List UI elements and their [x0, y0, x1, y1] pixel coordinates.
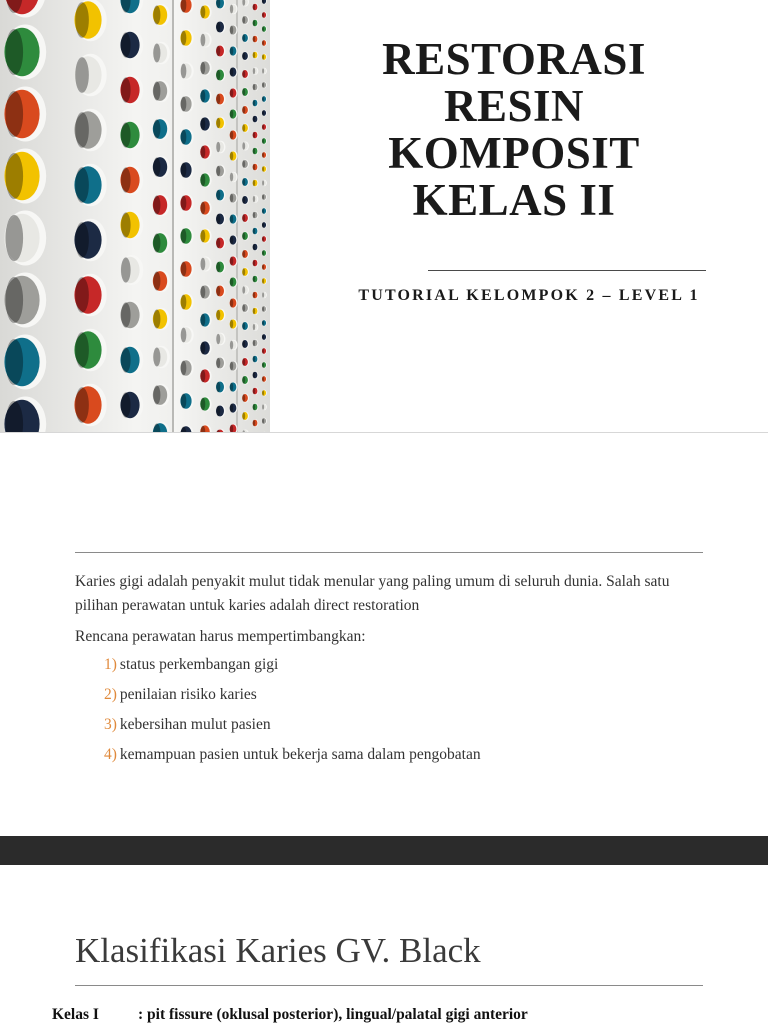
wall-hole-shadow: [181, 163, 187, 178]
content-divider: [75, 552, 703, 553]
wall-hole-shadow: [242, 178, 245, 186]
wall-hole-shadow: [242, 250, 245, 258]
wall-hole-shadow: [253, 132, 255, 138]
wall-hole-shadow: [121, 302, 131, 327]
wall-hole-shadow: [230, 5, 233, 14]
wall-hole-shadow: [121, 122, 131, 147]
wall-hole-shadow: [201, 34, 206, 47]
wall-hole-shadow: [230, 152, 233, 161]
wall-hole-shadow: [253, 148, 255, 154]
wall-hole-shadow: [230, 110, 233, 119]
kelas-label: Kelas I: [52, 1004, 138, 1026]
slide-gap-band: [0, 836, 768, 865]
wall-hole-shadow: [216, 166, 220, 177]
wall-hole-shadow: [230, 320, 233, 329]
wall-hole-shadow: [262, 40, 264, 45]
wall-hole-shadow: [75, 2, 89, 38]
wall-hole-shadow: [242, 322, 245, 330]
list-item: [104, 713, 481, 743]
wall-hole-shadow: [253, 180, 255, 186]
wall-hole-shadow: [230, 362, 233, 371]
title-line: KELAS II: [300, 177, 728, 224]
wall-hole-shadow: [230, 236, 233, 245]
wall-hole-shadow: [230, 47, 233, 56]
wall-hole-shadow: [181, 196, 187, 211]
perforated-wall-photo: [0, 0, 270, 432]
consideration-list: [104, 653, 481, 773]
wall-hole-shadow: [153, 196, 160, 215]
list-number: 2): [104, 686, 117, 703]
classification-divider: [75, 985, 703, 986]
wall-hole-shadow: [201, 398, 206, 411]
wall-hole-shadow: [230, 383, 233, 392]
wall-hole-shadow: [201, 90, 206, 103]
wall-hole-shadow: [121, 167, 131, 192]
wall-hole-shadow: [230, 89, 233, 98]
wall-hole-shadow: [262, 96, 264, 101]
wall-hole-shadow: [253, 308, 255, 314]
wall-hole-shadow: [6, 277, 24, 323]
wall-hole-shadow: [201, 342, 206, 355]
wall-hole-shadow: [242, 304, 245, 312]
wall-hole-shadow: [253, 116, 255, 122]
wall-hole-shadow: [216, 334, 220, 345]
wall-hole-shadow: [253, 404, 255, 410]
wall-hole-shadow: [181, 262, 187, 277]
wall-hole-shadow: [230, 68, 233, 77]
wall-hole-shadow: [181, 394, 187, 409]
wall-hole-shadow: [201, 6, 206, 19]
title-divider: [428, 270, 706, 271]
wall-hole-shadow: [75, 57, 89, 93]
wall-hole-shadow: [216, 262, 220, 273]
wall-hole-shadow: [242, 196, 245, 204]
wall-hole-shadow: [153, 310, 160, 329]
kelas-description: : pit fissure (oklusal posterior), lingual/palatal gigi anterior: [138, 1004, 528, 1026]
wall-hole-shadow: [262, 250, 264, 255]
perforated-wall-image: [0, 0, 270, 432]
wall-hole-shadow: [242, 160, 245, 168]
wall-hole-shadow: [153, 386, 160, 405]
wall-hole-shadow: [230, 404, 233, 413]
slide-title: [300, 36, 728, 224]
wall-hole-shadow: [253, 4, 255, 10]
wall-hole-shadow: [262, 180, 264, 185]
wall-hole-shadow: [201, 146, 206, 159]
wall-hole-shadow: [153, 348, 160, 367]
wall-hole-shadow: [262, 418, 264, 423]
wall-hole-shadow: [262, 194, 264, 199]
wall-hole-shadow: [242, 88, 245, 96]
wall-hole-shadow: [262, 138, 264, 143]
wall-hole-shadow: [253, 100, 255, 106]
wall-hole-shadow: [216, 310, 220, 321]
wall-hole-shadow: [216, 358, 220, 369]
list-text: status perkembangan gigi: [120, 656, 278, 673]
wall-hole-shadow: [230, 278, 233, 287]
title-line: RESTORASI: [300, 36, 728, 83]
wall-hole-shadow: [242, 376, 245, 384]
wall-hole-shadow: [242, 124, 245, 132]
wall-hole-shadow: [253, 212, 255, 218]
wall-hole-shadow: [253, 292, 255, 298]
wall-hole-shadow: [216, 382, 220, 393]
wall-hole-shadow: [262, 362, 264, 367]
wall-hole-shadow: [153, 120, 160, 139]
wall-hole-shadow: [201, 202, 206, 215]
wall-hole-shadow: [242, 286, 245, 294]
wall-hole-shadow: [262, 110, 264, 115]
wall-hole-shadow: [153, 82, 160, 101]
wall-hole-shadow: [253, 420, 255, 426]
wall-hole-shadow: [153, 234, 160, 253]
kelas-row: [52, 1004, 528, 1026]
wall-hole-shadow: [153, 272, 160, 291]
list-item: [104, 683, 481, 713]
wall-hole-shadow: [242, 52, 245, 60]
wall-hole-shadow: [181, 31, 187, 46]
list-text: kebersihan mulut pasien: [120, 716, 271, 733]
wall-hole-shadow: [253, 372, 255, 378]
wall-hole-shadow: [262, 82, 264, 87]
wall-hole-shadow: [201, 118, 206, 131]
wall-hole-shadow: [216, 94, 220, 105]
wall-hole-shadow: [181, 295, 187, 310]
wall-hole-shadow: [262, 264, 264, 269]
wall-hole-shadow: [6, 339, 24, 385]
wall-hole-shadow: [230, 299, 233, 308]
intro-paragraph: Karies gigi adalah penyakit mulut tidak menular yang paling umum di seluruh dunia. Salah satu pilihan perawatan untuk karies adalah direct restoration: [75, 570, 695, 618]
wall-hole-shadow: [153, 158, 160, 177]
wall-hole-shadow: [253, 244, 255, 250]
wall-hole-shadow: [262, 292, 264, 297]
wall-hole-shadow: [230, 341, 233, 350]
list-item: [104, 653, 481, 683]
wall-hole-shadow: [262, 306, 264, 311]
wall-hole-shadow: [230, 26, 233, 35]
list-number: 3): [104, 716, 117, 733]
wall-hole-shadow: [242, 232, 245, 240]
list-number: 1): [104, 656, 117, 673]
wall-hole-shadow: [201, 258, 206, 271]
wall-hole-shadow: [262, 12, 264, 17]
list-text: kemampuan pasien untuk bekerja sama dalam pengobatan: [120, 746, 481, 763]
wall-hole-shadow: [153, 6, 160, 25]
wall-hole-shadow: [253, 68, 255, 74]
wall-hole-shadow: [242, 268, 245, 276]
wall-hole-shadow: [230, 131, 233, 140]
wall-hole-shadow: [253, 388, 255, 394]
wall-hole-shadow: [242, 394, 245, 402]
wall-hole-shadow: [242, 106, 245, 114]
wall-hole-shadow: [262, 222, 264, 227]
wall-hole-shadow: [153, 44, 160, 63]
slide-subtitle: TUTORIAL KELOMPOK 2 – LEVEL 1: [300, 287, 758, 305]
wall-hole-shadow: [253, 164, 255, 170]
wall-hole-shadow: [181, 130, 187, 145]
wall-hole-shadow: [121, 392, 131, 417]
wall-hole-shadow: [242, 358, 245, 366]
wall-hole-shadow: [262, 278, 264, 283]
wall-hole-shadow: [121, 347, 131, 372]
wall-hole-shadow: [201, 314, 206, 327]
wall-hole-shadow: [201, 370, 206, 383]
wall-hole-shadow: [216, 118, 220, 129]
wall-hole-shadow: [216, 70, 220, 81]
wall-hole-shadow: [181, 361, 187, 376]
wall-hole-shadow: [242, 70, 245, 78]
wall-hole-shadow: [181, 328, 187, 343]
classification-title: Klasifikasi Karies GV. Black: [75, 930, 481, 972]
wall-hole-shadow: [262, 26, 264, 31]
list-number: 4): [104, 746, 117, 763]
wall-hole-shadow: [6, 29, 24, 75]
wall-hole-shadow: [75, 167, 89, 203]
wall-hole-shadow: [262, 124, 264, 129]
wall-hole-shadow: [262, 54, 264, 59]
wall-hole-shadow: [253, 20, 255, 26]
wall-hole-shadow: [201, 286, 206, 299]
wall-hole-shadow: [75, 277, 89, 313]
wall-hole-shadow: [253, 84, 255, 90]
wall-hole-shadow: [242, 214, 245, 222]
wall-hole-shadow: [262, 68, 264, 73]
wall-hole-shadow: [242, 340, 245, 348]
wall-hole-shadow: [216, 238, 220, 249]
wall-hole-shadow: [242, 34, 245, 42]
wall-hole-shadow: [201, 230, 206, 243]
wall-hole-shadow: [216, 286, 220, 297]
wall-hole-shadow: [216, 142, 220, 153]
wall-hole-shadow: [75, 332, 89, 368]
wall-hole-shadow: [242, 16, 245, 24]
plan-heading: Rencana perawatan harus mempertimbangkan:: [75, 625, 695, 649]
wall-hole-shadow: [216, 214, 220, 225]
wall-hole-shadow: [121, 77, 131, 102]
wall-hole-shadow: [230, 194, 233, 203]
wall-hole-shadow: [201, 174, 206, 187]
wall-hole-shadow: [262, 334, 264, 339]
wall-hole-shadow: [216, 22, 220, 33]
wall-hole-shadow: [262, 208, 264, 213]
wall-hole-shadow: [230, 173, 233, 182]
wall-hole-shadow: [262, 166, 264, 171]
wall-hole-shadow: [230, 215, 233, 224]
wall-hole-shadow: [216, 406, 220, 417]
slide-separator: [0, 432, 768, 433]
title-line: KOMPOSIT: [300, 130, 728, 177]
wall-hole-shadow: [262, 236, 264, 241]
wall-hole-shadow: [253, 196, 255, 202]
wall-hole-shadow: [242, 412, 245, 420]
wall-hole-shadow: [121, 212, 131, 237]
list-item: [104, 743, 481, 773]
wall-hole-shadow: [253, 260, 255, 266]
wall-hole-shadow: [253, 340, 255, 346]
wall-hole-shadow: [262, 404, 264, 409]
wall-hole-shadow: [253, 36, 255, 42]
wall-hole-shadow: [262, 376, 264, 381]
wall-hole-shadow: [201, 62, 206, 75]
wall-hole-shadow: [262, 390, 264, 395]
wall-hole-shadow: [216, 46, 220, 57]
wall-hole-shadow: [230, 257, 233, 266]
wall-hole-shadow: [75, 112, 89, 148]
wall-hole-shadow: [121, 257, 131, 282]
list-text: penilaian risiko karies: [120, 686, 257, 703]
wall-hole-shadow: [216, 190, 220, 201]
wall-hole-shadow: [75, 222, 89, 258]
title-line: RESIN: [300, 83, 728, 130]
wall-hole-shadow: [253, 324, 255, 330]
wall-hole-shadow: [121, 32, 131, 57]
wall-hole-shadow: [262, 152, 264, 157]
wall-hole-shadow: [181, 97, 187, 112]
wall-hole-shadow: [242, 142, 245, 150]
wall-hole-shadow: [253, 356, 255, 362]
wall-hole-shadow: [6, 153, 24, 199]
wall-hole-shadow: [262, 348, 264, 353]
wall-hole-shadow: [6, 91, 24, 137]
wall-hole-shadow: [253, 228, 255, 234]
wall-hole-shadow: [6, 215, 24, 261]
wall-hole-shadow: [253, 276, 255, 282]
wall-hole-shadow: [75, 387, 89, 423]
wall-hole-shadow: [262, 320, 264, 325]
title-slide: [0, 0, 768, 432]
wall-hole-shadow: [181, 229, 187, 244]
wall-hole-shadow: [181, 64, 187, 79]
wall-hole-shadow: [253, 52, 255, 58]
